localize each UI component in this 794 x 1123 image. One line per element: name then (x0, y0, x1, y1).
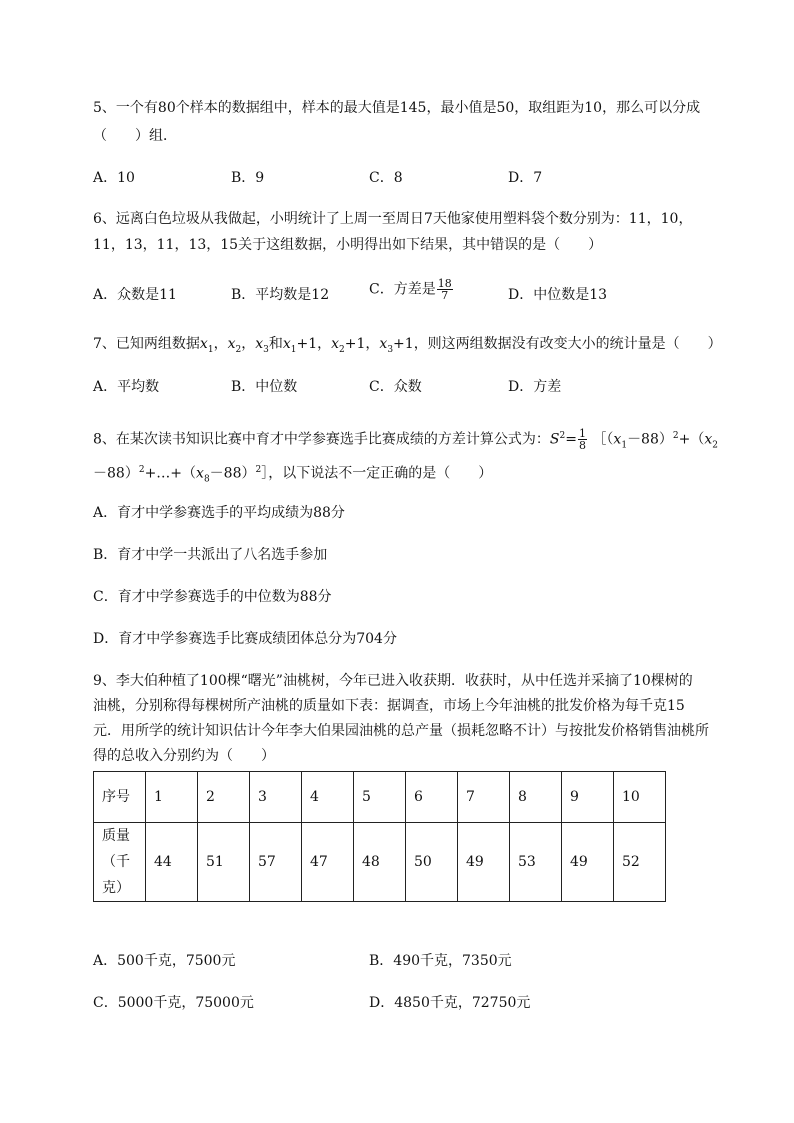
table-cell: 3 (250, 772, 302, 823)
table-cell: 47 (302, 823, 354, 902)
table-cell: 9 (562, 772, 614, 823)
table-cell: 44 (146, 823, 198, 902)
q5-stem-line1: 5、一个有80个样本的数据组中，样本的最大值是145，最小值是50，取组距为10，那么可以分成 (93, 100, 701, 116)
q6-option-c[interactable] (369, 278, 454, 301)
q6-stem-line2: 11，13，11，13，15关于这组数据，小明得出如下结果，其中错误的是（ ） (93, 237, 603, 253)
q9-stem-line1: 9、李大伯种植了100棵“曙光”油桃树，今年已进入收获期．收获时，从中任选并采摘了10棵树的 (93, 673, 693, 689)
table-header-index: 序号 (94, 772, 146, 823)
table-cell: 57 (250, 823, 302, 902)
q6-option-c-label: C．方差是 (369, 281, 436, 298)
q9-option-a[interactable]: A．500千克，7500元 (93, 953, 236, 969)
q6-stem-line1: 6、远离白色垃圾从我做起，小明统计了上周一至周日7天他家使用塑料袋个数分别为：11，10， (93, 211, 693, 227)
q8-stem-line2: $-88)^2+\dots+(x_8-88)^2]$，以下说法不一定正确的是（ ） (93, 465, 493, 485)
table-cell: 52 (614, 823, 666, 902)
q9-stem-line2: 油桃，分别称得每棵树所产油桃的质量如下表：据调查，市场上今年油桃的批发价格为每千克15 (93, 698, 685, 714)
q8-option-d[interactable]: D．育才中学参赛选手比赛成绩团体总分为704分 (93, 631, 397, 647)
table-cell: 50 (406, 823, 458, 902)
table-cell: 5 (354, 772, 406, 823)
peach-weight-table (93, 771, 666, 902)
q6-option-d[interactable]: D．中位数是13 (508, 287, 608, 303)
q5-stem-line2: （ ）组． (93, 128, 177, 144)
q7-stem: 7、已知两组数据$x_1$，$x_2$，$x_3$和$x_1+1$，$x_2+1$，$x_3+1$，则这两组数据没有改变大小的统计量是（ ） (93, 336, 722, 355)
table-cell: 49 (458, 823, 510, 902)
q9-stem-line3: 元．用所学的统计知识估计今年李大伯果园油桃的总产量（损耗忽略不计）与按批发价格销售油桃所 (93, 723, 709, 739)
table-cell: 7 (458, 772, 510, 823)
table-cell: 2 (198, 772, 250, 823)
q8-option-a[interactable]: A．育才中学参赛选手的平均成绩为88分 (93, 505, 345, 521)
q9-option-d[interactable]: D．4850千克，72750元 (369, 995, 531, 1011)
q9-option-c[interactable]: C．5000千克，75000元 (93, 995, 254, 1011)
q7-option-c[interactable]: C．众数 (369, 379, 422, 395)
table-cell: 6 (406, 772, 458, 823)
q5-option-c[interactable]: C．8 (369, 170, 403, 186)
q9-option-b[interactable]: B．490千克，7350元 (369, 953, 512, 969)
table-cell: 51 (198, 823, 250, 902)
q9-stem-line4: 得的总收入分别约为（ ） (93, 748, 275, 764)
table-cell: 48 (354, 823, 406, 902)
q7-option-a[interactable]: A．平均数 (93, 379, 160, 395)
q8-option-c[interactable]: C．育才中学参赛选手的中位数为88分 (93, 589, 332, 605)
q5-option-d[interactable]: D．7 (508, 170, 543, 186)
q6-option-b[interactable]: B．平均数是12 (231, 287, 330, 303)
q7-option-b[interactable]: B．中位数 (231, 379, 298, 395)
q8-option-b[interactable]: B．育才中学一共派出了八名选手参加 (93, 547, 328, 563)
variance-fraction: $\frac{18}{7}$ (437, 277, 452, 302)
table-row-index (94, 772, 666, 823)
q7-option-d[interactable]: D．方差 (508, 379, 562, 395)
table-cell: 10 (614, 772, 666, 823)
variance-formula-fraction: $\frac{1}{8}$ (578, 427, 586, 453)
table-cell: 53 (510, 823, 562, 902)
table-cell: 1 (146, 772, 198, 823)
q6-option-a[interactable]: A．众数是11 (93, 287, 177, 303)
table-cell: 4 (302, 772, 354, 823)
table-row-weight (94, 823, 666, 902)
q5-option-b[interactable]: B．9 (231, 170, 265, 186)
table-cell: 8 (510, 772, 562, 823)
q8-stem-line1: 8、在某次读书知识比赛中育才中学参赛选手比赛成绩的方差计算公式为：$S^2=$ $\frac{1}{8}$ $[(x_1-88)^2+(x_2$ (93, 427, 718, 453)
table-cell: 49 (562, 823, 614, 902)
q5-option-a[interactable]: A．10 (93, 170, 135, 186)
table-header-weight: 质量 （千 克） (94, 823, 146, 902)
